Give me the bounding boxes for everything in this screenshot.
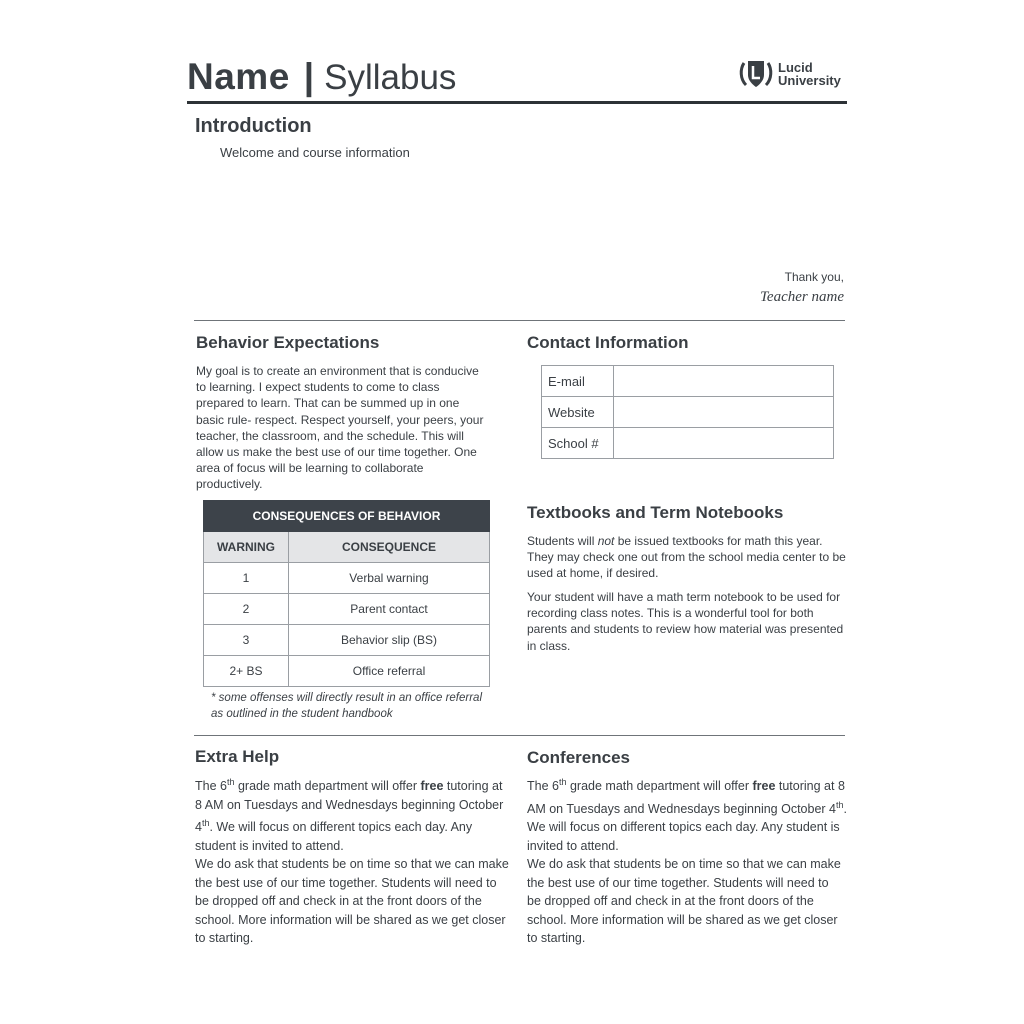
table-row	[204, 625, 490, 656]
textbooks-p1-not: not	[597, 534, 615, 548]
introduction-heading: Introduction	[195, 115, 312, 137]
extra-help-heading: Extra Help	[195, 747, 280, 766]
email-value	[614, 366, 834, 397]
warning-cell: 3	[204, 625, 289, 656]
conferences-paragraph-1	[527, 773, 849, 855]
extra-help-paragraph-1	[195, 773, 507, 855]
section-divider-1	[194, 320, 845, 321]
conferences-heading: Conferences	[527, 748, 630, 767]
table-row	[542, 428, 834, 459]
logo-line-1: Lucid	[778, 60, 813, 75]
warning-cell: 1	[204, 563, 289, 594]
website-label: Website	[542, 397, 614, 428]
document-title	[187, 56, 456, 104]
textbooks-heading: Textbooks and Term Notebooks	[527, 503, 784, 522]
conferences-p1-sup1: th	[558, 777, 567, 787]
conferences-p1-c: tutoring at 8 AM on Tuesdays and Wednesdays beginning October 4	[527, 779, 845, 816]
extra-help-p1-free: free	[420, 779, 444, 794]
consequence-cell: Office referral	[289, 656, 490, 687]
warning-cell: 2	[204, 594, 289, 625]
teacher-signature: Teacher name	[759, 289, 844, 305]
contact-heading: Contact Information	[527, 333, 689, 352]
website-value	[614, 397, 834, 428]
section-divider-2	[194, 735, 845, 736]
conferences-p1-sup2: th	[836, 799, 844, 810]
conferences-paragraph-2: We do ask that students be on time so that we can make the best use of our time together. Students will need to be dropped off and check in at the front doors of the school. More information will be shared as we get closer to starting.	[527, 857, 841, 945]
school-phone-label: School #	[542, 428, 614, 459]
textbooks-p1-start: Students will	[527, 534, 598, 548]
table-row	[542, 397, 834, 428]
table-row	[204, 656, 490, 687]
extra-help-p1-b: grade math department will offer	[234, 779, 421, 794]
extra-help-p1-sup1: th	[226, 777, 235, 787]
conferences-p1-b: grade math department will offer	[566, 779, 753, 794]
table-row	[204, 594, 490, 625]
consequences-note	[211, 690, 482, 722]
column-header-consequence: CONSEQUENCE	[289, 532, 490, 563]
university-logo	[738, 57, 841, 91]
title-doc-type: Syllabus	[324, 58, 457, 97]
contact-table	[541, 365, 834, 459]
behavior-heading: Behavior Expectations	[196, 333, 380, 352]
extra-help-p1-d: . We will focus on different topics each day. Any student is invited to attend.	[195, 820, 473, 853]
logo-text	[778, 61, 841, 87]
consequences-table-title: CONSEQUENCES OF BEHAVIOR	[204, 501, 490, 532]
title-name: Name	[187, 56, 290, 97]
conferences-p1-a: The 6	[527, 779, 559, 794]
consequence-cell: Behavior slip (BS)	[289, 625, 490, 656]
school-phone-value	[614, 428, 834, 459]
table-row	[542, 366, 834, 397]
extra-help-p1-c: tutoring at 8 AM on Tuesdays and Wednesdays beginning October 4	[195, 779, 504, 835]
textbooks-paragraph-1	[527, 533, 849, 582]
extra-help-paragraph-2: We do ask that students be on time so that we can make the best use of our time together. Students will need to be dropped off and check in at the front doors of the school. More information will be shared as we get closer to starting.	[195, 857, 509, 945]
introduction-subtitle: Welcome and course information	[220, 145, 410, 160]
consequences-table	[203, 500, 490, 687]
behavior-paragraph: My goal is to create an environment that is conducive to learning. I expect students to come to class prepared to learn. That can be summed up in one basic rule- respect. Respect yourself, your peers, your teacher, the classroom, and the schedule. This will allow us make the best use of our time together. One area of focus will be learning to collaborate productively.	[196, 364, 484, 492]
extra-help-p1-sup2: th	[201, 818, 210, 829]
table-row	[204, 563, 490, 594]
logo-line-2: University	[778, 73, 841, 88]
note-line-1: * some offenses will directly result in an office referral	[211, 692, 482, 704]
textbooks-p1-end: be issued textbooks for math this year. They may check one out from the school media center to be used at home, if desired.	[527, 534, 846, 581]
note-line-2: as outlined in the student handbook	[211, 708, 393, 720]
warning-cell: 2+ BS	[204, 656, 289, 687]
textbooks-paragraph-2: Your student will have a math term notebook to be used for recording class notes. This is a wonderful tool for both parents and students to review how material was presented in class.	[527, 590, 844, 653]
consequence-cell: Verbal warning	[289, 563, 490, 594]
conferences-p1-d: . We will focus on different topics each day. Any student is invited to attend.	[527, 801, 847, 853]
thanks-text: Thank you,	[784, 270, 844, 284]
column-header-warning: WARNING	[204, 532, 289, 563]
conferences-p1-free: free	[752, 779, 776, 794]
shield-laurel-icon	[738, 57, 774, 91]
extra-help-p1-a: The 6	[195, 779, 227, 794]
header-rule	[187, 101, 847, 104]
consequence-cell: Parent contact	[289, 594, 490, 625]
title-separator: |	[303, 56, 315, 97]
email-label: E-mail	[542, 366, 614, 397]
